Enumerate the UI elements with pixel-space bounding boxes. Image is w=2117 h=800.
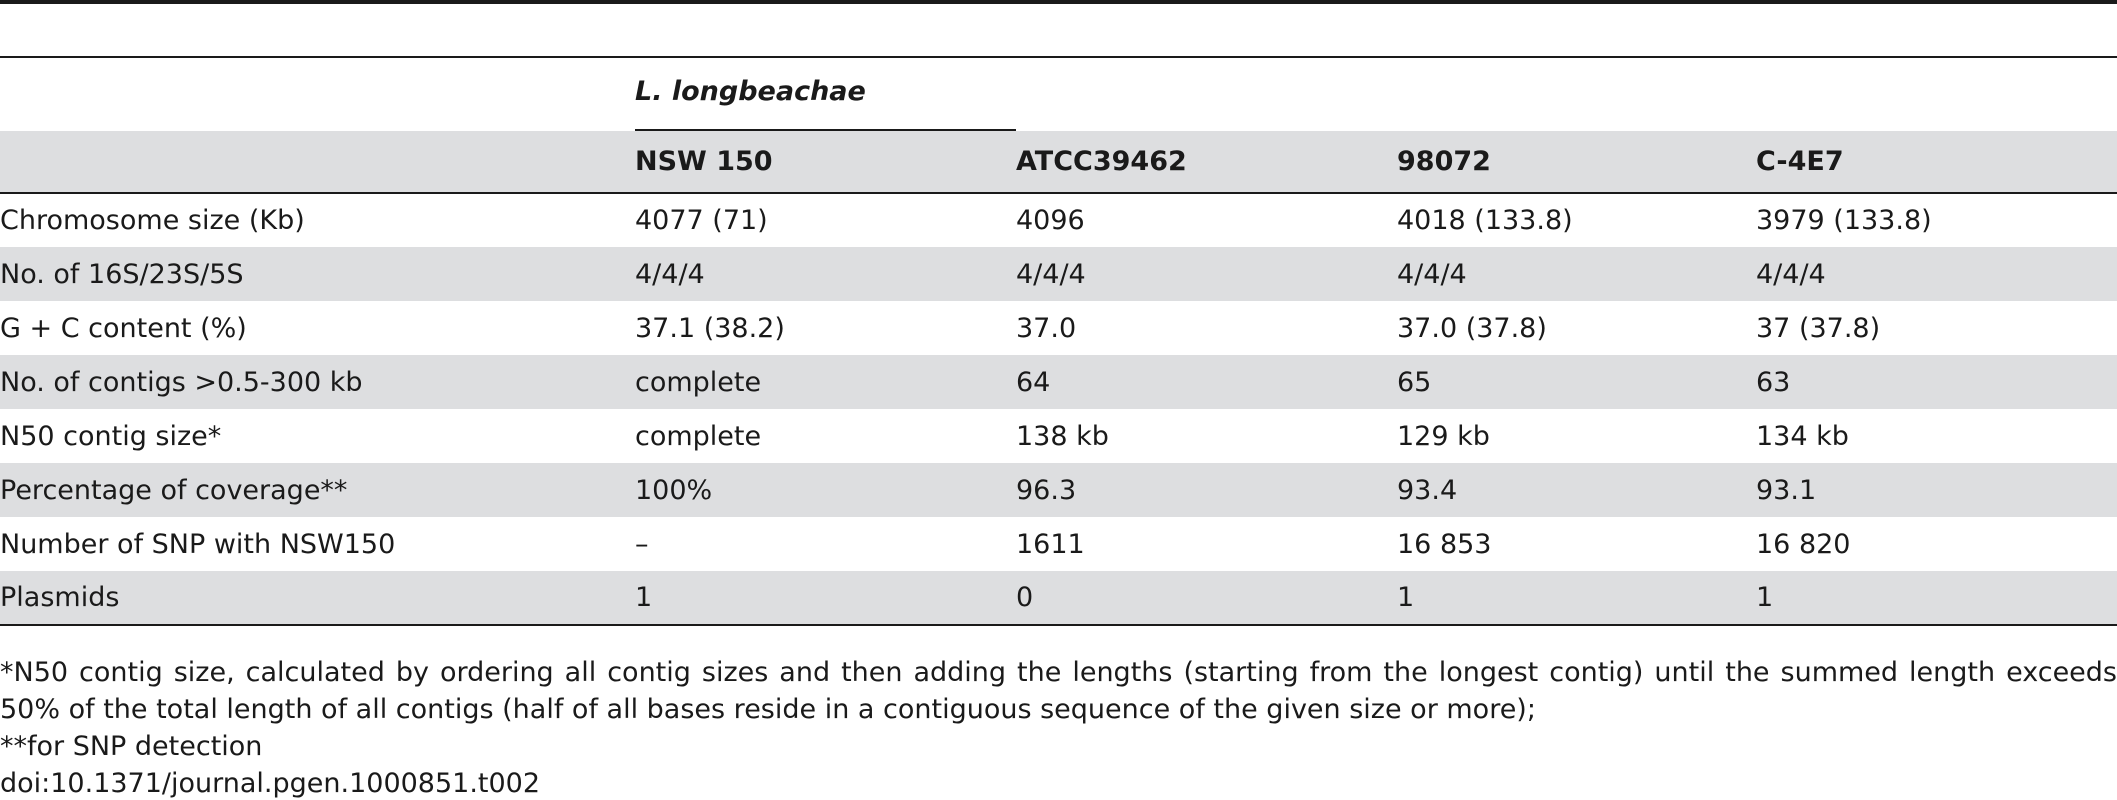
group-header-row (0, 57, 2117, 131)
column-header (0, 131, 635, 193)
table-cell: 63 (1756, 366, 1791, 398)
table-cell: 93.4 (1397, 474, 1458, 506)
genome-comparison-table (0, 56, 2117, 626)
row-label: Chromosome size (Kb) (0, 205, 305, 236)
table-cell: 3979 (133.8) (1756, 205, 1932, 236)
table-cell: 65 (1397, 366, 1432, 398)
table-cell: 129 kb (1397, 420, 1490, 452)
table-row (0, 301, 2117, 355)
group-header-underline (635, 129, 1016, 131)
table-cell: 4/4/4 (1397, 258, 1467, 290)
table-cell: 134 kb (1756, 420, 1849, 452)
table-cell: complete (635, 366, 762, 398)
top-rule (0, 0, 2117, 4)
table-row (0, 247, 2117, 301)
group-header-empty (0, 57, 635, 131)
table-row (0, 463, 2117, 517)
row-label: No. of 16S/23S/5S (0, 258, 244, 290)
column-header-98072: 98072 (1397, 146, 1491, 177)
footnote-doi: doi:10.1371/journal.pgen.1000851.t002 (0, 768, 541, 799)
table-cell: – (635, 528, 649, 560)
table-cell: 1611 (1016, 528, 1085, 560)
table-cell: 4/4/4 (1016, 258, 1086, 290)
row-label: G + C content (%) (0, 312, 247, 344)
table-cell: 1 (1397, 582, 1415, 613)
column-header-nsw150: NSW 150 (635, 146, 773, 177)
table-cell: 4/4/4 (1756, 258, 1826, 290)
row-label: N50 contig size* (0, 420, 222, 452)
table-cell: 138 kb (1016, 420, 1109, 452)
table-row (0, 355, 2117, 409)
table-cell: 37.0 (1016, 312, 1077, 344)
group-header-blank (1397, 57, 1756, 131)
table-cell: 1 (1756, 582, 1774, 613)
table-cell: 4077 (71) (635, 205, 768, 236)
table-cell: 0 (1016, 582, 1034, 613)
footnote-n50: *N50 contig size, calculated by ordering all contig sizes and then adding the lengths (starting from the longest contig) until the summed length exceeds 50% of the total length of all contigs (half of all bases reside in a contiguous sequence of the given size or more); (0, 657, 2117, 725)
table-cell: 4096 (1016, 205, 1085, 236)
table-row (0, 571, 2117, 625)
table-cell: 93.1 (1756, 474, 1817, 506)
column-header-c4e7: C-4E7 (1756, 146, 1844, 177)
table-cell: 4/4/4 (635, 258, 705, 290)
table-cell: complete (635, 420, 762, 452)
table-cell: 37.1 (38.2) (635, 312, 785, 344)
group-header-cell (635, 57, 1016, 131)
table-row (0, 517, 2117, 571)
column-header-row (0, 131, 2117, 193)
table-cell: 1 (635, 582, 653, 613)
footnote-snp: **for SNP detection (0, 731, 263, 762)
group-header-blank (1756, 57, 2117, 131)
table-cell: 37 (37.8) (1756, 312, 1881, 344)
group-header-blank (1016, 57, 1397, 131)
table-cell: 16 853 (1397, 528, 1492, 560)
table-cell: 16 820 (1756, 528, 1851, 560)
table-footnotes (0, 654, 2117, 800)
table-cell: 37.0 (37.8) (1397, 312, 1547, 344)
table-cell: 4018 (133.8) (1397, 205, 1573, 236)
table-cell: 64 (1016, 366, 1051, 398)
row-label: Percentage of coverage** (0, 474, 348, 506)
group-header-label: L. longbeachae (635, 76, 866, 107)
row-label: No. of contigs >0.5-300 kb (0, 366, 363, 398)
table-row (0, 409, 2117, 463)
table-cell: 96.3 (1016, 474, 1077, 506)
row-label: Number of SNP with NSW150 (0, 528, 396, 560)
table-row (0, 193, 2117, 247)
column-header-atcc39462: ATCC39462 (1016, 146, 1187, 177)
table-cell: 100% (635, 474, 713, 506)
row-label: Plasmids (0, 582, 120, 613)
